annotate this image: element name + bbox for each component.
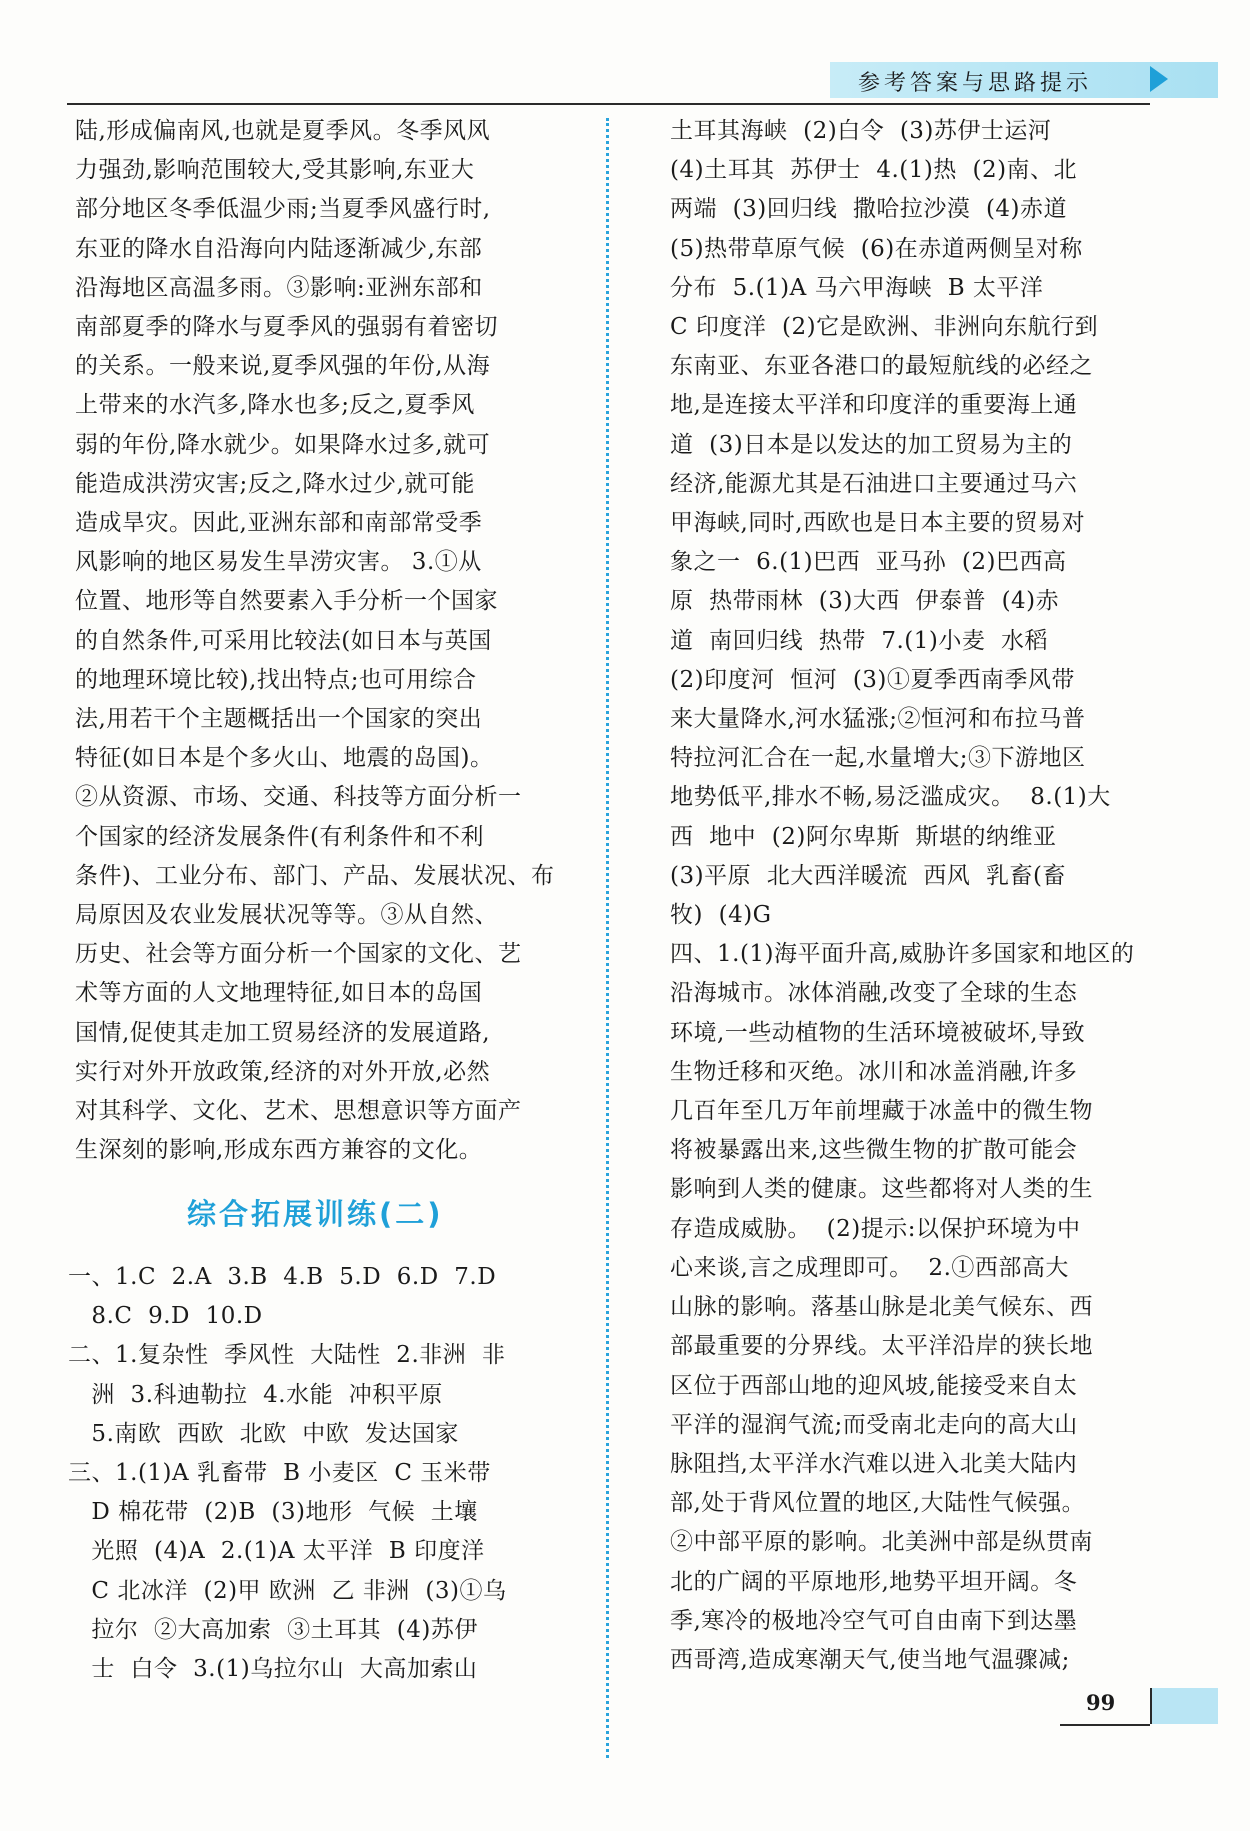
text-line: 局原因及农业发展状况等等。③从自然、 bbox=[75, 902, 498, 929]
header-rule bbox=[67, 103, 1150, 105]
text-line: 法,用若干个主题概括出一个国家的突出 bbox=[75, 706, 483, 733]
text-line: ②从资源、市场、交通、科技等方面分析一 bbox=[75, 784, 522, 811]
text-line: 风影响的地区易发生旱涝灾害。 3.①从 bbox=[75, 549, 482, 576]
text-line: (4)土耳其 苏伊士 4.(1)热 (2)南、北 bbox=[670, 157, 1078, 184]
text-line: 将被暴露出来,这些微生物的扩散可能会 bbox=[670, 1137, 1078, 1164]
text-line: 西 地中 (2)阿尔卑斯 斯堪的纳维亚 bbox=[670, 823, 1057, 850]
text-line: 洲 3.科迪勒拉 4.水能 冲积平原 bbox=[68, 1381, 443, 1408]
text-line: 一、1.C 2.A 3.B 4.B 5.D 6.D 7.D bbox=[68, 1264, 497, 1290]
text-line: 心来谈,言之成理即可。 2.①西部高大 bbox=[670, 1254, 1069, 1281]
text-line: 位置、地形等自然要素入手分析一个国家 bbox=[75, 588, 498, 615]
text-line: 区位于西部山地的迎风坡,能接受来自太 bbox=[670, 1372, 1078, 1399]
text-line: 东南亚、东亚各港口的最短航线的必经之 bbox=[670, 353, 1093, 380]
text-line: 甲海峡,同时,西欧也是日本主要的贸易对 bbox=[670, 510, 1086, 537]
text-line: 特拉河汇合在一起,水量增大;③下游地区 bbox=[670, 745, 1086, 772]
text-line: 国情,促使其走加工贸易经济的发展道路, bbox=[75, 1019, 491, 1046]
text-line: 拉尔 ②大高加索 ③土耳其 (4)苏伊 bbox=[68, 1616, 478, 1643]
section-title: 综合拓展训练(二) bbox=[187, 1197, 444, 1231]
column-divider bbox=[606, 118, 609, 1758]
text-line: 生深刻的影响,形成东西方兼容的文化。 bbox=[75, 1137, 483, 1164]
text-line: 弱的年份,降水就少。如果降水过多,就可 bbox=[75, 431, 491, 458]
text-line: 四、1.(1)海平面升高,威胁许多国家和地区的 bbox=[670, 941, 1135, 968]
text-line: 术等方面的人文地理特征,如日本的岛国 bbox=[75, 980, 483, 1007]
text-line: D 棉花带 (2)B (3)地形 气候 土壤 bbox=[68, 1499, 478, 1526]
left-bottom-answers bbox=[68, 1258, 578, 1689]
text-line: 东亚的降水自沿海向内陆逐渐减少,东部 bbox=[75, 235, 483, 262]
left-column bbox=[75, 112, 565, 1170]
text-line: 季,寒冷的极地冷空气可自由南下到达墨 bbox=[670, 1607, 1078, 1634]
text-line: (2)印度河 恒河 (3)①夏季西南季风带 bbox=[670, 666, 1075, 693]
text-line: 部,处于背风位置的地区,大陆性气候强。 bbox=[670, 1490, 1086, 1517]
text-line: 道 (3)日本是以发达的加工贸易为主的 bbox=[670, 431, 1073, 458]
text-line: (5)热带草原气候 (6)在赤道两侧呈对称 bbox=[670, 235, 1083, 262]
arrow-right-icon bbox=[1150, 66, 1168, 92]
text-line: 的自然条件,可采用比较法(如日本与英国 bbox=[75, 627, 492, 654]
text-line: 部最重要的分界线。太平洋沿岸的狭长地 bbox=[670, 1333, 1093, 1360]
text-line: 牧) (4)G bbox=[670, 902, 772, 929]
footer-rule bbox=[1060, 1724, 1150, 1726]
text-line: C 印度洋 (2)它是欧洲、非洲向东航行到 bbox=[670, 314, 1099, 341]
text-line: 脉阻挡,太平洋水汽难以进入北美大陆内 bbox=[670, 1450, 1078, 1477]
text-line: 能造成洪涝灾害;反之,降水过少,就可能 bbox=[75, 470, 475, 497]
text-line: 沿海城市。冰体消融,改变了全球的生态 bbox=[670, 980, 1078, 1007]
text-line: 北的广阔的平原地形,地势平坦开阔。冬 bbox=[670, 1568, 1078, 1595]
text-line: 三、1.(1)A 乳畜带 B 小麦区 C 玉米带 bbox=[68, 1460, 491, 1487]
text-line: 个国家的经济发展条件(有利条件和不利 bbox=[75, 823, 484, 850]
text-line: 分布 5.(1)A 马六甲海峡 B 太平洋 bbox=[670, 274, 1044, 301]
text-line: 地势低平,排水不畅,易泛滥成灾。 8.(1)大 bbox=[670, 784, 1111, 811]
text-line: 力强劲,影响范围较大,受其影响,东亚大 bbox=[75, 157, 475, 184]
footer-divider bbox=[1150, 1688, 1152, 1724]
text-line: 南部夏季的降水与夏季风的强弱有着密切 bbox=[75, 314, 498, 341]
text-line: 平洋的湿润气流;而受南北走向的高大山 bbox=[670, 1411, 1078, 1438]
text-line: 条件)、工业分布、部门、产品、发展状况、布 bbox=[75, 862, 555, 889]
text-line: 影响到人类的健康。这些都将对人类的生 bbox=[670, 1176, 1093, 1203]
right-column bbox=[670, 112, 1162, 1680]
text-line: 山脉的影响。落基山脉是北美气候东、西 bbox=[670, 1294, 1093, 1321]
text-line: 沿海地区高温多雨。③影响:亚洲东部和 bbox=[75, 274, 483, 301]
text-line: 历史、社会等方面分析一个国家的文化、艺 bbox=[75, 941, 522, 968]
text-line: 特征(如日本是个多火山、地震的岛国)。 bbox=[75, 745, 494, 772]
text-line: 两端 (3)回归线 撒哈拉沙漠 (4)赤道 bbox=[670, 196, 1068, 223]
page-number: 99 bbox=[1086, 1690, 1116, 1715]
text-line: 原 热带雨林 (3)大西 伊泰普 (4)赤 bbox=[670, 588, 1060, 615]
text-line: 象之一 6.(1)巴西 亚马孙 (2)巴西高 bbox=[670, 549, 1067, 576]
text-line: 几百年至几万年前埋藏于冰盖中的微生物 bbox=[670, 1098, 1093, 1125]
text-line: 5.南欧 西欧 北欧 中欧 发达国家 bbox=[68, 1420, 459, 1447]
text-line: 士 白令 3.(1)乌拉尔山 大高加索山 bbox=[68, 1656, 478, 1683]
text-line: C 北冰洋 (2)甲 欧洲 乙 非洲 (3)①乌 bbox=[68, 1577, 507, 1604]
text-line: 存造成威胁。 (2)提示:以保护环境为中 bbox=[670, 1215, 1081, 1242]
text-line: 的地理环境比较),找出特点;也可用综合 bbox=[75, 666, 477, 693]
text-line: 对其科学、文化、艺术、思想意识等方面产 bbox=[75, 1098, 522, 1125]
text-line: 8.C 9.D 10.D bbox=[68, 1303, 263, 1330]
header-title: 参考答案与思路提示 bbox=[858, 71, 1093, 96]
text-line: 地,是连接太平洋和印度洋的重要海上通 bbox=[670, 392, 1078, 419]
text-line: 西哥湾,造成寒潮天气,使当地气温骤减; bbox=[670, 1646, 1070, 1673]
text-line: 土耳其海峡 (2)白令 (3)苏伊士运河 bbox=[670, 118, 1052, 144]
text-line: 部分地区冬季低温少雨;当夏季风盛行时, bbox=[75, 196, 491, 223]
text-line: 二、1.复杂性 季风性 大陆性 2.非洲 非 bbox=[68, 1342, 506, 1369]
text-line: 实行对外开放政策,经济的对外开放,必然 bbox=[75, 1058, 491, 1085]
text-line: 造成旱灾。因此,亚洲东部和南部常受季 bbox=[75, 510, 483, 537]
text-line: ②中部平原的影响。北美洲中部是纵贯南 bbox=[670, 1529, 1093, 1556]
text-line: 光照 (4)A 2.(1)A 太平洋 B 印度洋 bbox=[68, 1538, 485, 1565]
text-line: (3)平原 北大西洋暖流 西风 乳畜(畜 bbox=[670, 862, 1066, 889]
footer-banner bbox=[1150, 1688, 1218, 1724]
text-line: 经济,能源尤其是石油进口主要通过马六 bbox=[670, 470, 1078, 497]
text-line: 上带来的水汽多,降水也多;反之,夏季风 bbox=[75, 392, 475, 419]
text-line: 生物迁移和灭绝。冰川和冰盖消融,许多 bbox=[670, 1058, 1078, 1085]
text-line: 来大量降水,河水猛涨;②恒河和布拉马普 bbox=[670, 706, 1086, 733]
text-line: 道 南回归线 热带 7.(1)小麦 水稻 bbox=[670, 627, 1049, 654]
text-line: 的关系。一般来说,夏季风强的年份,从海 bbox=[75, 353, 491, 380]
text-line: 环境,一些动植物的生活环境被破坏,导致 bbox=[670, 1019, 1086, 1046]
text-line: 陆,形成偏南风,也就是夏季风。冬季风风 bbox=[75, 118, 491, 144]
